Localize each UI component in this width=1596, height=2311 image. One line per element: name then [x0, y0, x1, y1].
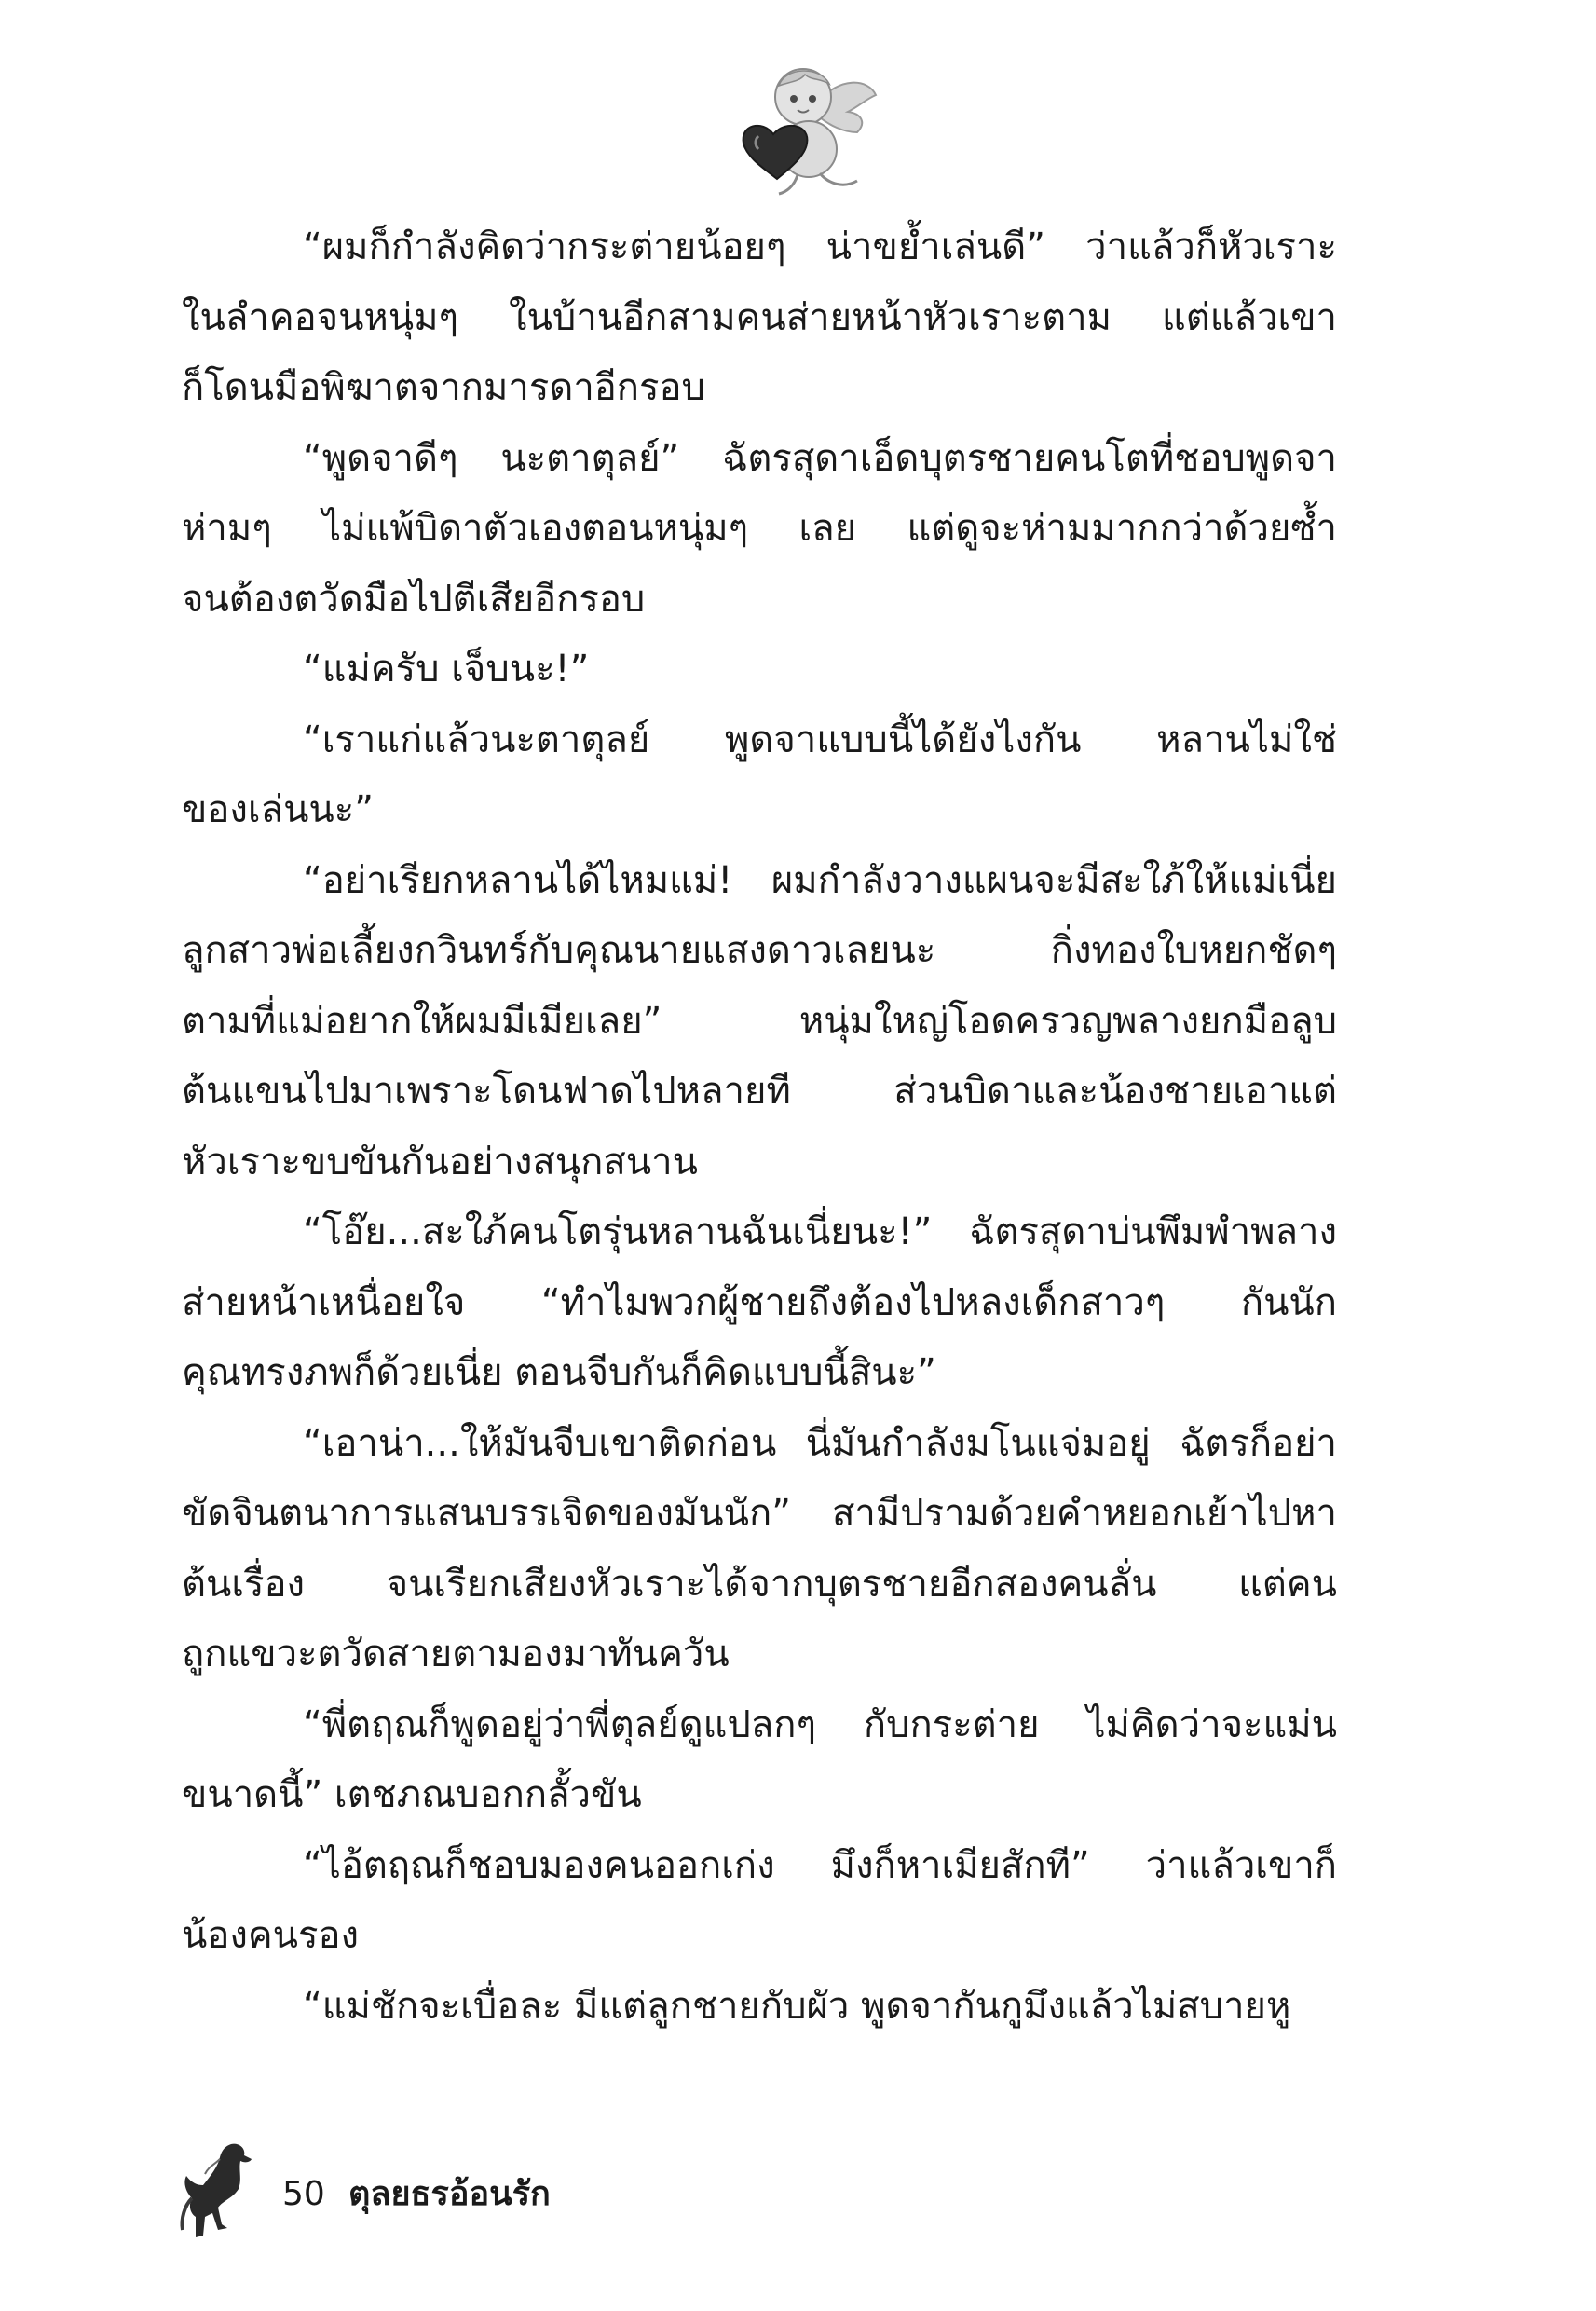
text-line: ก็โดนมือพิฆาตจากมารดาอีกรอบ — [182, 366, 705, 409]
text-line: ขัดจินตนาการแสนบรรเจิดของมันนัก” สามีปรามด้วยคำหยอกเย้าไปหา — [182, 1492, 1337, 1535]
text-line: “โอ๊ย...สะใภ้คนโตรุ่นหลานฉันเนี่ยนะ!” ฉัตรสุดาบ่นพึมพำพลาง — [303, 1210, 1337, 1253]
text-line: ต้นแขนไปมาเพราะโดนฟาดไปหลายที ส่วนบิดาและน้องชายเอาแต่ — [182, 1070, 1337, 1113]
text-line: “พูดจาดีๆ นะตาตุลย์” ฉัตรสุดาเอ็ดบุตรชายคนโตที่ชอบพูดจา — [303, 436, 1337, 480]
text-line: “พี่ตฤณก็พูดอยู่ว่าพี่ตุลย์ดูแปลกๆ กับกระต่าย ไม่คิดว่าจะแม่น — [303, 1702, 1337, 1746]
rearing-horse-icon — [177, 2139, 266, 2241]
text-line: ต้นเรื่อง จนเรียกเสียงหัวเราะได้จากบุตรชายอีกสองคนลั่น แต่คน — [182, 1562, 1337, 1606]
text-line: “ผมก็กำลังคิดว่ากระต่ายน้อยๆ น่าขย้ำเล่นดี” ว่าแล้วก็หัวเราะ — [303, 226, 1337, 268]
book-title: ตุลยธรอ้อนรัก — [348, 2175, 551, 2213]
text-line: “เอาน่า...ให้มันจีบเขาติดก่อน นี่มันกำลังมโนแจ่มอยู่ ฉัตรก็อย่า — [303, 1421, 1337, 1465]
text-line: “อย่าเรียกหลานได้ไหมแม่! ผมกำลังวางแผนจะมีสะใภ้ให้แม่เนี่ย — [303, 858, 1337, 902]
cupid-with-heart-icon — [708, 58, 885, 198]
page-footer — [177, 2139, 736, 2241]
text-line: “เราแก่แล้วนะตาตุลย์ พูดจาแบบนี้ได้ยังไงกัน หลานไม่ใช่ — [303, 718, 1337, 761]
text-line: ถูกแขวะตวัดสายตามองมาทันควัน — [182, 1633, 730, 1675]
text-line: “ไอ้ตฤณก็ชอบมองคนออกเก่ง มึงก็หาเมียสักที” ว่าแล้วเขาก็ — [303, 1843, 1337, 1887]
text-line: ขนาดนี้” เตชภณบอกกลั้วขัน — [182, 1773, 642, 1816]
text-line: คุณทรงภพก็ด้วยเนี่ย ตอนจีบกันก็คิดแบบนี้สินะ” — [182, 1351, 936, 1394]
text-line: “แม่ครับ เจ็บนะ!” — [303, 648, 590, 691]
text-line: น้องคนรอง — [182, 1914, 360, 1957]
text-line: ของเล่นนะ” — [182, 788, 374, 831]
body-text — [182, 212, 1337, 2042]
text-line: ลูกสาวพ่อเลี้ยงกวินทร์กับคุณนายแสงดาวเลยนะ กิ่งทองใบหยกชัดๆ — [182, 929, 1337, 972]
text-line: ส่ายหน้าเหนื่อยใจ “ทำไมพวกผู้ชายถึงต้องไปหลงเด็กสาวๆ กันนัก — [182, 1280, 1337, 1324]
text-line: ห่ามๆ ไม่แพ้บิดาตัวเองตอนหนุ่มๆ เลย แต่ดูจะห่ามมากกว่าด้วยซ้ำ — [182, 507, 1337, 550]
page-number: 50 — [282, 2175, 325, 2213]
text-line: ในลำคอจนหนุ่มๆ ในบ้านอีกสามคนส่ายหน้าหัวเราะตาม แต่แล้วเขา — [182, 295, 1337, 339]
text-line: หัวเราะขบขันกันอย่างสนุกสนาน — [182, 1140, 698, 1183]
text-line: ตามที่แม่อยากให้ผมมีเมียเลย” หนุ่มใหญ่โอดครวญพลางยกมือลูบ — [182, 999, 1337, 1043]
text-line: จนต้องตวัดมือไปตีเสียอีกรอบ — [182, 577, 646, 621]
text-line: “แม่ชักจะเบื่อละ มีแต่ลูกชายกับผัว พูดจากันกูมึงแล้วไม่สบายหู — [303, 1984, 1291, 2028]
